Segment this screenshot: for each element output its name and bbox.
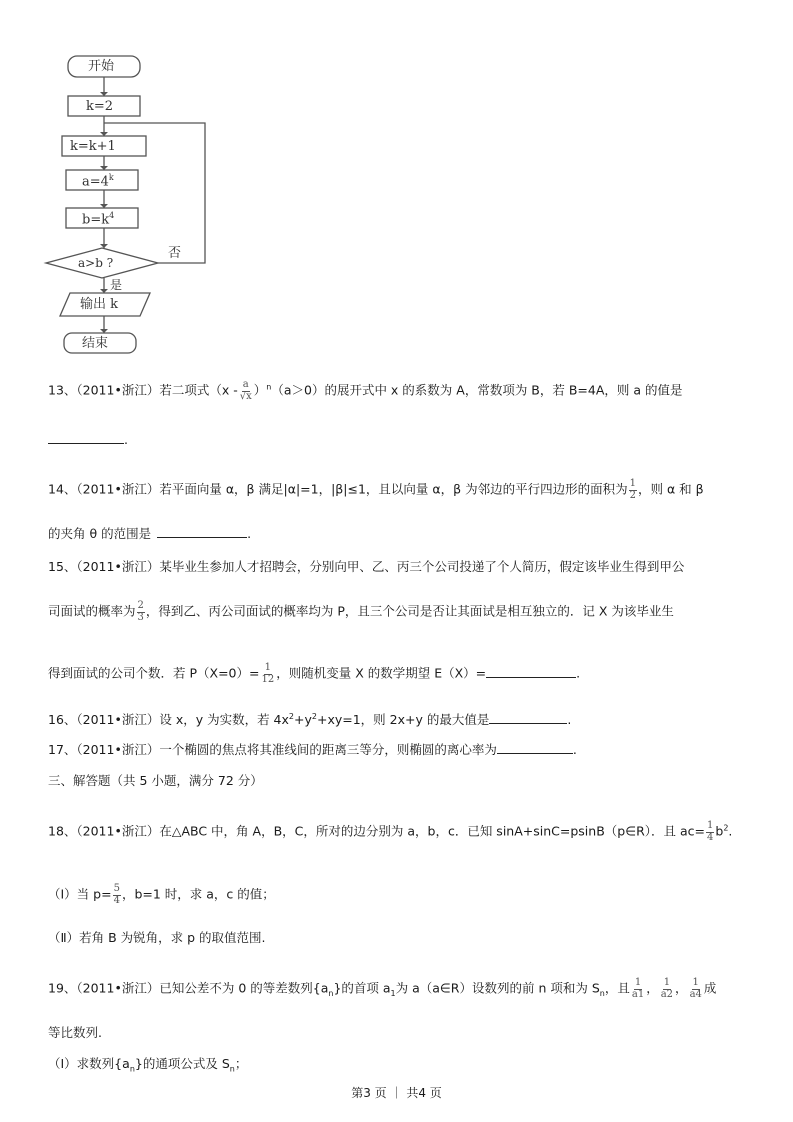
- answer-blank: [48, 432, 124, 444]
- question-19-part1: （Ⅰ）求数列$\{a_n\}$的通项公式及 $S_n$；: [48, 1056, 248, 1074]
- question-19: 19、（2011•浙江）已知公差不为 0 的等差数列$\{a_n\}$的首项 $a_1$为 a（a∈R）设数列的前 n 项和为 $S_n$，且 $\frac{1}{a1}$ ， $\frac{1}{a2}$ ， $\frac{1}{a4}$ 成: [48, 977, 717, 1000]
- flowchart-assign-a-label: $a=4^k$: [82, 173, 114, 190]
- flowchart-start-label: 开始: [88, 59, 115, 74]
- question-14-line2: 的夹角 θ 的范围是 .: [48, 526, 252, 541]
- question-15-line2: 司面试的概率为 $\frac{2}{3}$ ，得到乙、丙公司面试的概率均为 P，且三个公司是否让其面试是相互独立的．记 X 为该毕业生: [48, 600, 674, 623]
- question-17: 17、（2011•浙江）一个椭圆的焦点将其准线间的距离三等分，则椭圆的离心率为 .: [48, 742, 577, 757]
- flowchart-step-label: k=k+1: [70, 139, 116, 154]
- flowchart: [40, 48, 220, 363]
- flowchart-loop-line: [104, 123, 205, 263]
- answer-blank: [157, 526, 247, 538]
- question-15: 15、（2011•浙江）某毕业生参加人才招聘会，分别向甲、乙、丙三个公司投递了个人简历，假定该毕业生得到甲公: [48, 559, 685, 574]
- flowchart-init-label: k=2: [86, 99, 114, 114]
- answer-blank: [486, 666, 576, 678]
- question-16: 16、（2011•浙江）设 x，y 为实数，若 $4x^2+y^2+xy=1$，则 2x+y 的最大值是 .: [48, 712, 572, 728]
- fraction: $\frac{a}{√x}$: [239, 379, 252, 402]
- page-footer: 第3 页 ｜ 共4 页: [351, 1086, 442, 1100]
- question-15-line3: 得到面试的公司个数．若 P（X=0）= $\frac{1}{12}$ ，则随机变量 X 的数学期望 E（X）= .: [48, 662, 581, 685]
- flowchart-condition-label: a>b ?: [78, 256, 114, 270]
- question-14: 14、（2011•浙江）若平面向量 α，β 满足|α|=1，|β|≤1，且以向量 α，β 为邻边的平行四边形的面积为 $\frac{1}{2}$ ，则 α 和 β: [48, 478, 704, 501]
- answer-blank: [489, 712, 567, 724]
- question-18-part1: （Ⅰ）当 p= $\frac{5}{4}$ ，b=1 时，求 a，c 的值；: [48, 883, 275, 906]
- question-19-line2: 等比数列.: [48, 1025, 102, 1040]
- flowchart-assign-b-label: $b=k^4$: [82, 211, 115, 228]
- flowchart-no-label: 否: [168, 246, 182, 261]
- question-18: 18、（2011•浙江）在△ABC 中，角 A，B，C，所对的边分别为 a，b，c．已知 sinA+sinC=psinB（p∈R）．且 ac= $\frac{1}{4}$ $b^2$.: [48, 820, 733, 843]
- question-13-answer: .: [48, 432, 128, 447]
- question-18-part2: （Ⅱ）若角 B 为锐角，求 p 的取值范围.: [48, 930, 266, 945]
- flowchart-lines: [40, 48, 220, 363]
- flowchart-output-label: 输出 k: [80, 297, 119, 312]
- flowchart-yes-label: 是: [110, 278, 123, 292]
- flowchart-end-label: 结束: [82, 336, 109, 351]
- section-heading: 三、解答题（共 5 小题，满分 72 分）: [48, 773, 263, 788]
- answer-blank: [497, 742, 573, 754]
- question-13: 13、（2011•浙江）若二项式（x - $\frac{a}{√x}$ ）$^n$（a＞0）的展开式中 x 的系数为 A，常数项为 B，若 B=4A，则 a 的值是: [48, 379, 683, 402]
